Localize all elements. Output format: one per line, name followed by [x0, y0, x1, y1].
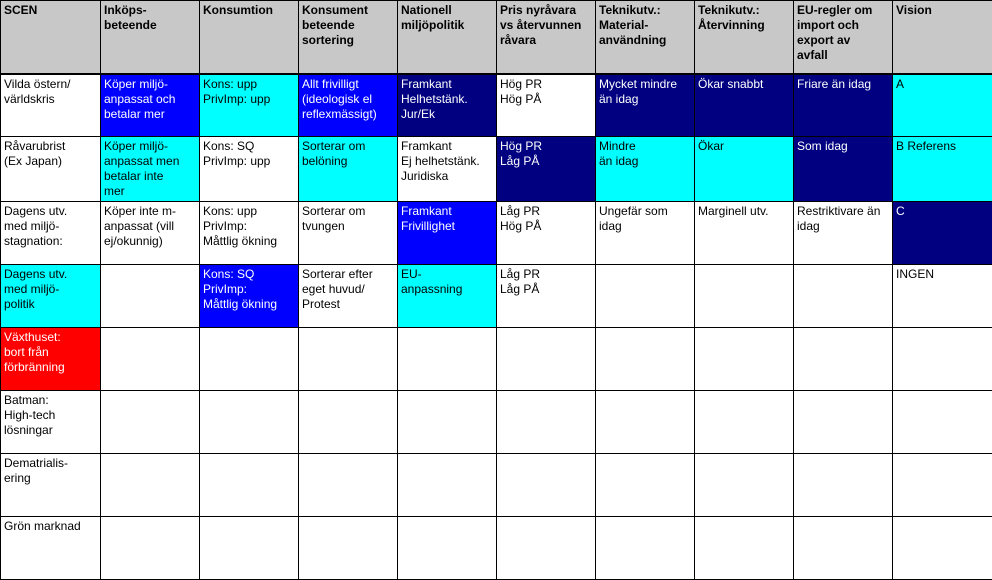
- header-scen: SCEN: [1, 1, 101, 74]
- cell-vision: INGEN: [893, 265, 992, 328]
- cell-nationell-miljopolitik: Framkant Helhetstänk. Jur/Ek: [398, 74, 497, 137]
- cell-teknikutv-material: Ungefär som idag: [596, 202, 695, 265]
- cell-vision: [893, 328, 992, 391]
- cell-teknikutv-atervinning: Ökar: [695, 137, 794, 202]
- header-inkopsbeteende: Inköps- beteende: [101, 1, 200, 74]
- cell-eu-regler: [794, 391, 893, 454]
- table-row: [1, 265, 992, 328]
- cell-eu-regler: Som idag: [794, 137, 893, 202]
- cell-vision: A: [893, 74, 992, 137]
- cell-inkopsbeteende: [101, 265, 200, 328]
- cell-konsumtion: Kons: SQ PrivImp: Måttlig ökning: [200, 265, 299, 328]
- cell-pris-ravara: [497, 517, 596, 580]
- cell-scen: Vilda östern/ världskris: [1, 74, 101, 137]
- cell-nationell-miljopolitik: Framkant Ej helhetstänk. Juridiska: [398, 137, 497, 202]
- cell-konsument-sortering: Sorterar efter eget huvud/ Protest: [299, 265, 398, 328]
- cell-eu-regler: Restriktivare än idag: [794, 202, 893, 265]
- cell-vision: C: [893, 202, 992, 265]
- header-konsument-sortering: Konsument beteende sortering: [299, 1, 398, 74]
- cell-teknikutv-atervinning: [695, 454, 794, 517]
- cell-teknikutv-material: [596, 391, 695, 454]
- header-nationell-miljopolitik: Nationell miljöpolitik: [398, 1, 497, 74]
- cell-pris-ravara: Låg PR Hög PÅ: [497, 202, 596, 265]
- cell-nationell-miljopolitik: [398, 454, 497, 517]
- cell-teknikutv-atervinning: [695, 517, 794, 580]
- cell-konsumtion: Kons: upp PrivImp: upp: [200, 74, 299, 137]
- cell-scen: Dematrialis- ering: [1, 454, 101, 517]
- cell-teknikutv-atervinning: [695, 391, 794, 454]
- cell-eu-regler: [794, 517, 893, 580]
- header-konsumtion: Konsumtion: [200, 1, 299, 74]
- cell-vision: [893, 454, 992, 517]
- cell-konsument-sortering: [299, 517, 398, 580]
- cell-pris-ravara: [497, 454, 596, 517]
- cell-teknikutv-material: [596, 265, 695, 328]
- cell-konsument-sortering: [299, 328, 398, 391]
- table-row: [1, 137, 992, 202]
- table-row: [1, 74, 992, 137]
- cell-inkopsbeteende: [101, 391, 200, 454]
- cell-konsument-sortering: Sorterar om belöning: [299, 137, 398, 202]
- cell-konsumtion: [200, 328, 299, 391]
- cell-konsumtion: Kons: upp PrivImp: Måttlig ökning: [200, 202, 299, 265]
- cell-nationell-miljopolitik: Framkant Frivillighet: [398, 202, 497, 265]
- cell-pris-ravara: Hög PR Hög PÅ: [497, 74, 596, 137]
- cell-eu-regler: [794, 265, 893, 328]
- cell-inkopsbeteende: [101, 517, 200, 580]
- cell-konsumtion: [200, 454, 299, 517]
- cell-nationell-miljopolitik: [398, 391, 497, 454]
- cell-pris-ravara: [497, 391, 596, 454]
- cell-vision: [893, 517, 992, 580]
- cell-nationell-miljopolitik: EU- anpassning: [398, 265, 497, 328]
- cell-scen: Batman: High-tech lösningar: [1, 391, 101, 454]
- cell-nationell-miljopolitik: [398, 517, 497, 580]
- header-pris-ravara: Pris nyråvara vs återvunnen råvara: [497, 1, 596, 74]
- cell-inkopsbeteende: [101, 454, 200, 517]
- table-body: [1, 74, 992, 580]
- cell-teknikutv-material: [596, 517, 695, 580]
- cell-scen: Dagens utv. med miljö- politik: [1, 265, 101, 328]
- header-teknikutv-material: Teknikutv.: Material- användning: [596, 1, 695, 74]
- cell-inkopsbeteende: [101, 328, 200, 391]
- cell-konsumtion: [200, 391, 299, 454]
- header-eu-regler: EU-regler om import och export av avfall: [794, 1, 893, 74]
- cell-scen: Råvarubrist (Ex Japan): [1, 137, 101, 202]
- cell-nationell-miljopolitik: [398, 328, 497, 391]
- cell-teknikutv-material: [596, 328, 695, 391]
- table-row: [1, 202, 992, 265]
- cell-eu-regler: Friare än idag: [794, 74, 893, 137]
- cell-vision: B Referens: [893, 137, 992, 202]
- cell-pris-ravara: [497, 328, 596, 391]
- table-row: [1, 454, 992, 517]
- cell-pris-ravara: Hög PR Låg PÅ: [497, 137, 596, 202]
- cell-konsumtion: [200, 517, 299, 580]
- cell-inkopsbeteende: Köper miljö- anpassat och betalar mer: [101, 74, 200, 137]
- cell-teknikutv-material: [596, 454, 695, 517]
- cell-teknikutv-material: Mindre än idag: [596, 137, 695, 202]
- cell-pris-ravara: Låg PR Låg PÅ: [497, 265, 596, 328]
- cell-vision: [893, 391, 992, 454]
- cell-konsument-sortering: [299, 391, 398, 454]
- cell-scen: Dagens utv. med miljö- stagnation:: [1, 202, 101, 265]
- cell-konsument-sortering: Allt frivilligt (ideologisk el reflexmässigt): [299, 74, 398, 137]
- table-row: [1, 328, 992, 391]
- cell-scen: Växthuset: bort från förbränning: [1, 328, 101, 391]
- cell-konsumtion: Kons: SQ PrivImp: upp: [200, 137, 299, 202]
- cell-teknikutv-atervinning: Marginell utv.: [695, 202, 794, 265]
- cell-inkopsbeteende: Köper inte m- anpassat (vill ej/okunnig): [101, 202, 200, 265]
- cell-teknikutv-material: Mycket mindre än idag: [596, 74, 695, 137]
- header-row: [1, 1, 992, 74]
- table-header: [1, 1, 992, 74]
- header-teknikutv-atervinning: Teknikutv.: Återvinning: [695, 1, 794, 74]
- table-row: [1, 517, 992, 580]
- cell-teknikutv-atervinning: Ökar snabbt: [695, 74, 794, 137]
- cell-scen: Grön marknad: [1, 517, 101, 580]
- header-vision: Vision: [893, 1, 992, 74]
- cell-eu-regler: [794, 454, 893, 517]
- cell-teknikutv-atervinning: [695, 328, 794, 391]
- cell-eu-regler: [794, 328, 893, 391]
- cell-inkopsbeteende: Köper miljö- anpassat men betalar inte mer: [101, 137, 200, 202]
- cell-konsument-sortering: Sorterar om tvungen: [299, 202, 398, 265]
- table-row: [1, 391, 992, 454]
- cell-teknikutv-atervinning: [695, 265, 794, 328]
- cell-konsument-sortering: [299, 454, 398, 517]
